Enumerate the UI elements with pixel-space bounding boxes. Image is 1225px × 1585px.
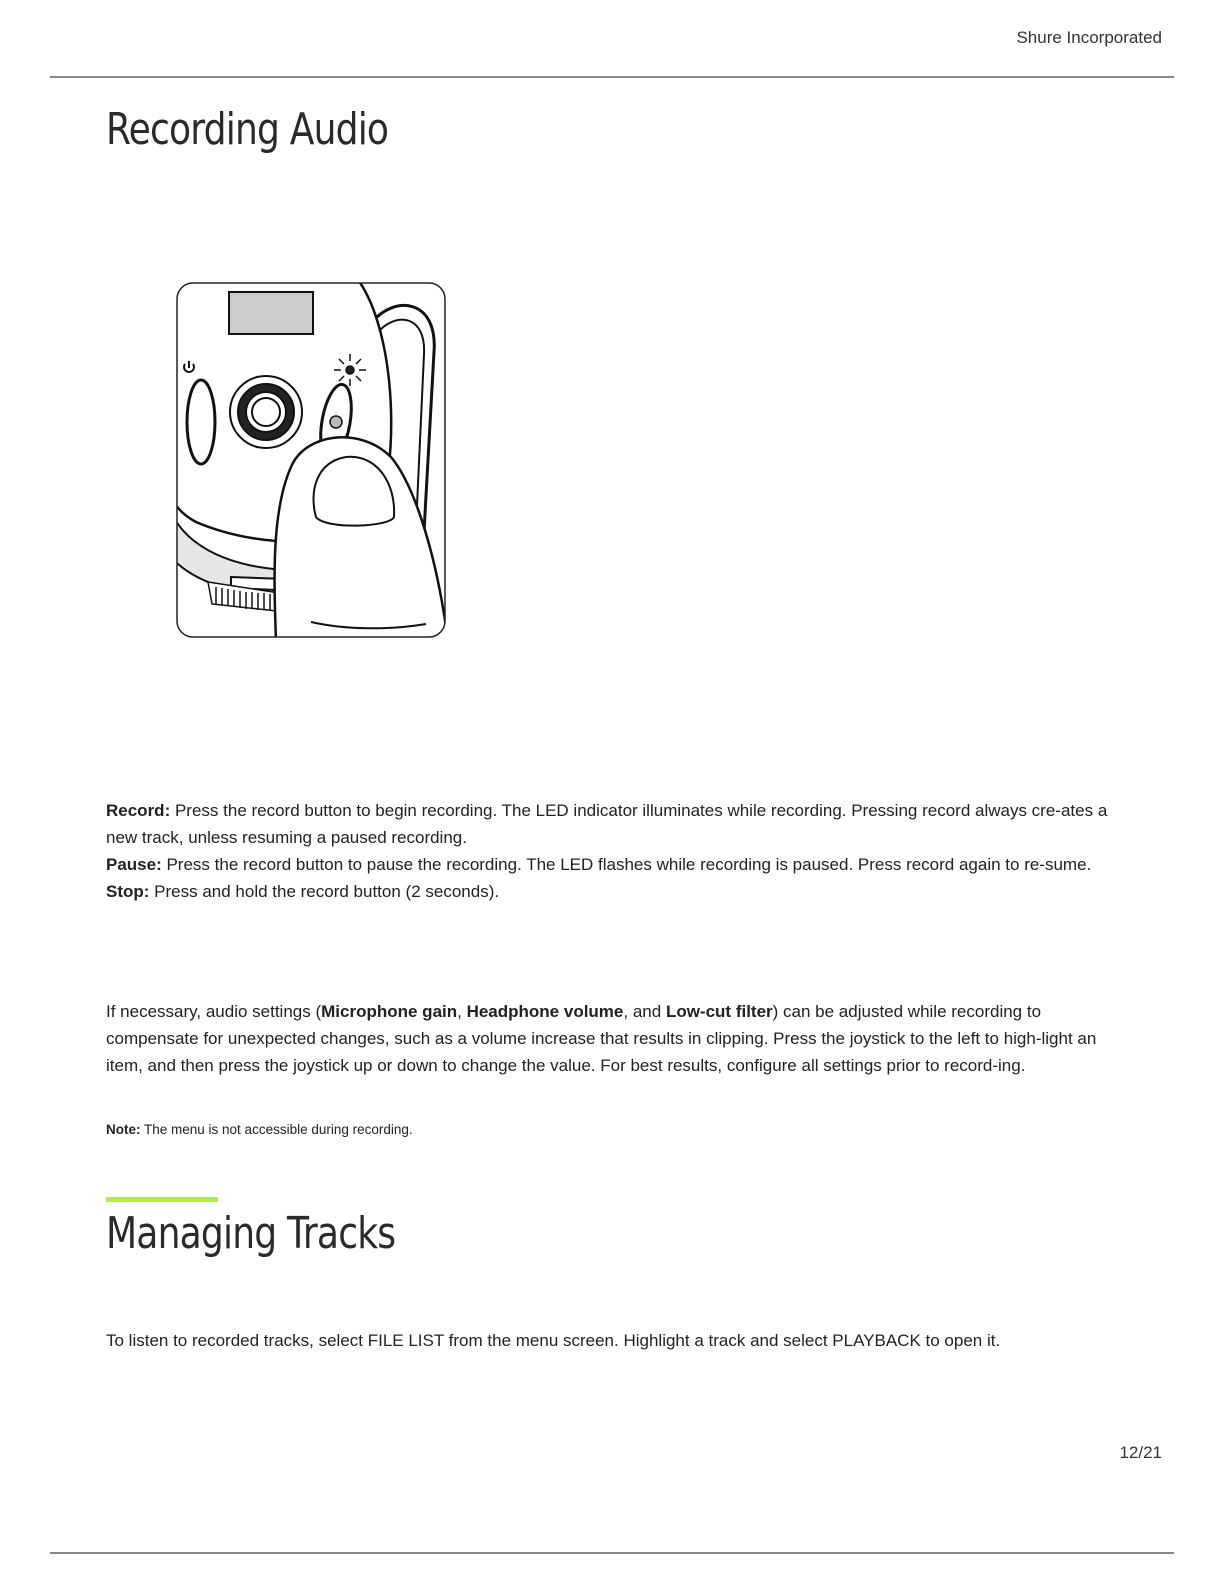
footer-rule <box>50 1552 1174 1554</box>
low-cut-filter-term: Low-cut filter <box>665 1002 773 1021</box>
record-control-text <box>106 797 1118 851</box>
note-term: Note: <box>106 1122 141 1137</box>
headphone-volume-term: Headphone volume <box>466 1002 624 1021</box>
adjust-text-part1: If necessary, audio settings ( <box>106 1002 322 1021</box>
record-description: Press the record button to begin recording. The LED indicator illuminates while recording. Pressing record always cre-ates a new track, unless resuming a paused recording. <box>106 801 1108 847</box>
pause-term: Pause: <box>106 855 162 874</box>
recorder-thumb-press-illustration <box>176 282 446 638</box>
adjust-separator-2: , and <box>623 1002 666 1021</box>
note-description: The menu is not accessible during recording. <box>140 1122 413 1137</box>
adjust-separator-1: , <box>457 1002 467 1021</box>
display-screen-shape <box>229 292 313 334</box>
section-accent-bar <box>106 1197 218 1202</box>
pause-description: Press the record button to pause the recording. The LED flashes while recording is paused. Press record again to re-sume. <box>161 855 1092 874</box>
note-text <box>106 1122 413 1137</box>
section-title-managing-tracks: Managing Tracks <box>106 1208 396 1259</box>
header-rule <box>50 76 1174 78</box>
managing-tracks-paragraph: To listen to recorded tracks, select FILE LIST from the menu screen. Highlight a track and select PLAYBACK to open it. <box>106 1331 1001 1350</box>
pause-control-text <box>106 851 1118 878</box>
controls-description <box>106 797 1118 905</box>
microphone-gain-term: Microphone gain <box>321 1002 458 1021</box>
record-term: Record: <box>106 801 171 820</box>
page-number: 12/21 <box>1119 1443 1162 1462</box>
header-company: Shure Incorporated <box>1016 28 1162 47</box>
adjust-settings-paragraph <box>106 998 1118 1079</box>
stop-term: Stop: <box>106 882 150 901</box>
section-title-recording-audio: Recording Audio <box>106 104 389 155</box>
adjust-text-part2: ) can be adjusted while recording to compensate for unexpected changes, such as a volume increase that results in clipping. Press the joystick to the left to high-light an item, and then press the joystick up or down to change the value. For best results, configure all settings prior to record-ing. <box>106 1002 1097 1075</box>
stop-description: Press and hold the record button (2 seconds). <box>149 882 500 901</box>
stop-control-text <box>106 878 1118 905</box>
